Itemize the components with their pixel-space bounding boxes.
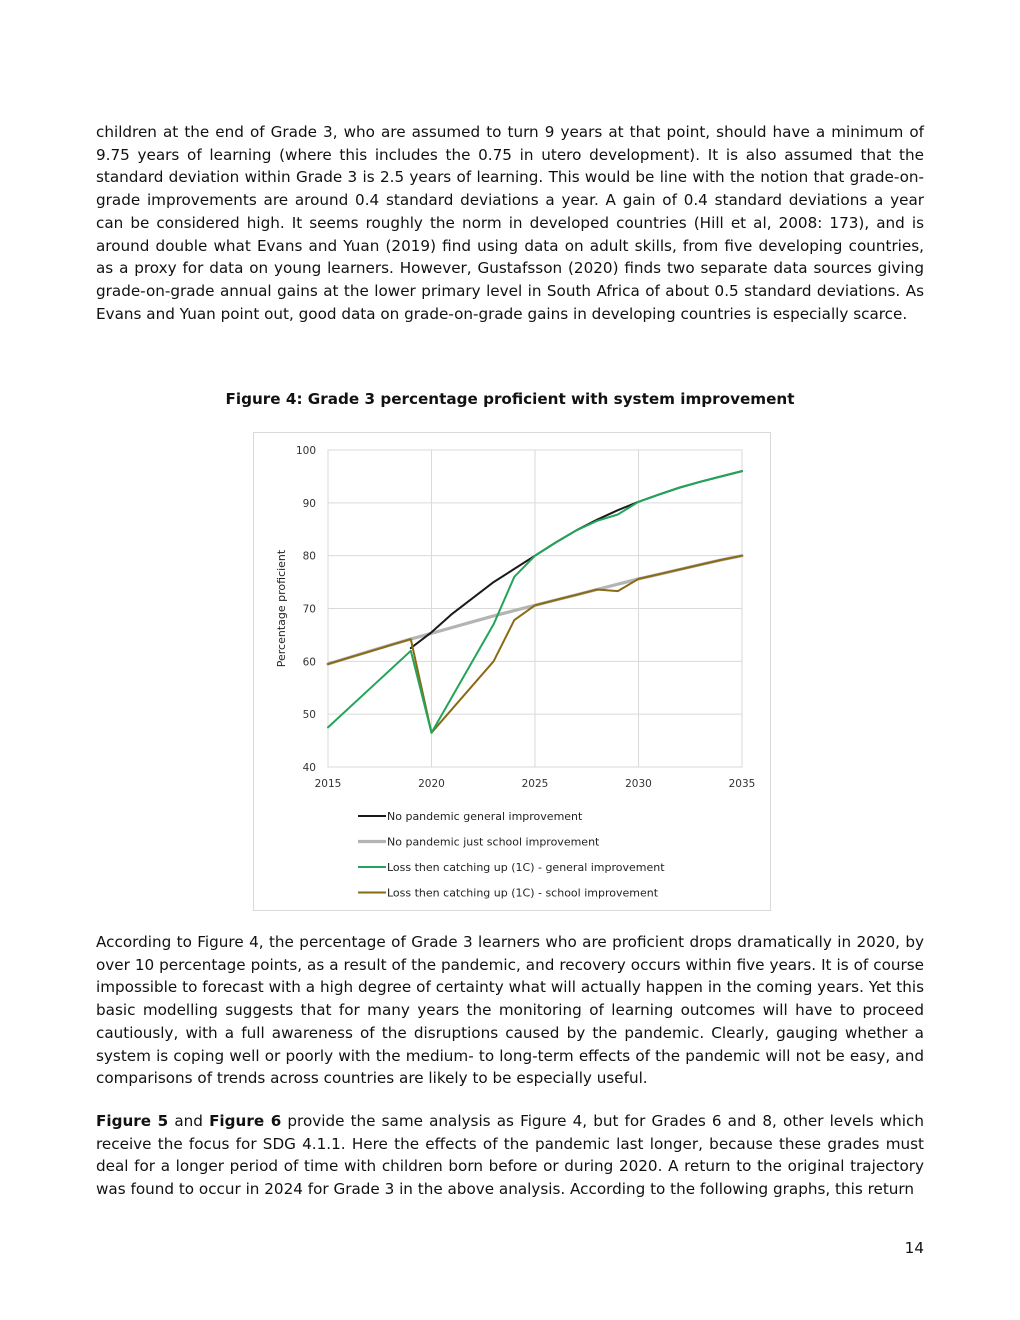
x-tick-label: 2025 <box>521 778 549 790</box>
x-tick-label: 2015 <box>314 778 342 790</box>
x-tick-label: 2035 <box>728 778 756 790</box>
chart-canvas <box>254 433 772 912</box>
x-tick-label: 2030 <box>625 778 652 790</box>
legend-label: No pandemic just school improvement <box>387 835 600 849</box>
y-tick-label: 60 <box>302 656 316 669</box>
y-tick-label: 90 <box>302 497 316 510</box>
y-tick-label: 50 <box>302 709 316 722</box>
y-axis-title: Percentage proficient <box>275 549 288 668</box>
legend-label: Loss then catching up (1C) - general improvement <box>387 861 665 874</box>
paragraph-intro: children at the end of Grade 3, who are assumed to turn 9 years at that point, should have a minimum of 9.75 years of learning (where this includes the 0.75 in utero development). It is also assumed that the standard deviation within Grade 3 is 2.5 years of learning. This would be line with the notion that grade-on-grade improvements are around 0.4 standard deviations a year. A gain of 0.4 standard deviations a year can be considered high. It seems roughly the norm in developed countries (Hill et al, 2008: 173), and is around double what Evans and Yuan (2019) find using data on adult skills, from five developing countries, as a proxy for data on young learners. However, Gustafsson (2020) finds two separate data sources giving grade-on-grade annual gains at the lower primary level in South Africa of about 0.5 standard deviations. As Evans and Yuan point out, good data on grade-on-grade gains in developing countries is especially scarce. <box>96 123 924 323</box>
paragraph-figure-4-discussion: According to Figure 4, the percentage of Grade 3 learners who are proficient drops dramatically in 2020, by over 10 percentage points, as a result of the pandemic, and recovery occurs within five years. It is of course impossible to forecast with a high degree of certainty what will actually happen in the coming years. Yet this basic modelling suggests that for many years the monitoring of learning outcomes will have to proceed cautiously, with a full awareness of the disruptions caused by the pandemic. Clearly, gauging whether a system is coping well or poorly with the medium- to long-term effects of the pandemic will not be easy, and comparisons of trends across countries are likely to be especially useful. <box>96 933 924 1088</box>
series-line-1 <box>411 471 742 648</box>
paragraph-text: and <box>168 1112 210 1130</box>
paragraph-figure-5-6-intro <box>96 1110 924 1201</box>
line-chart-figure-4 <box>253 432 771 911</box>
y-tick-label: 100 <box>295 445 316 457</box>
y-tick-label: 80 <box>302 550 316 563</box>
legend-label: No pandemic general improvement <box>387 810 583 823</box>
figure-caption: Figure 4: Grade 3 percentage proficient with system improvement <box>225 390 795 408</box>
y-tick-label: 70 <box>302 603 316 616</box>
legend-label: Loss then catching up (1C) - school improvement <box>387 886 659 900</box>
figure-6-reference: Figure 6 <box>209 1112 282 1130</box>
page-number: 14 <box>904 1239 924 1257</box>
x-tick-label: 2020 <box>418 778 445 790</box>
paragraph-text: provide the same analysis as Figure 4, but for Grades 6 and 8, other levels which receive the focus for SDG 4.1.1. Here the effects of the pandemic last longer, because these grades must deal for a longer period of time with children born before or during 2020. A return to the original trajectory was found to occur in 2024 for Grade 3 in the above analysis. According to the following graphs, this return <box>96 1112 924 1199</box>
y-tick-label: 40 <box>302 762 316 774</box>
figure-5-reference: Figure 5 <box>96 1112 169 1130</box>
